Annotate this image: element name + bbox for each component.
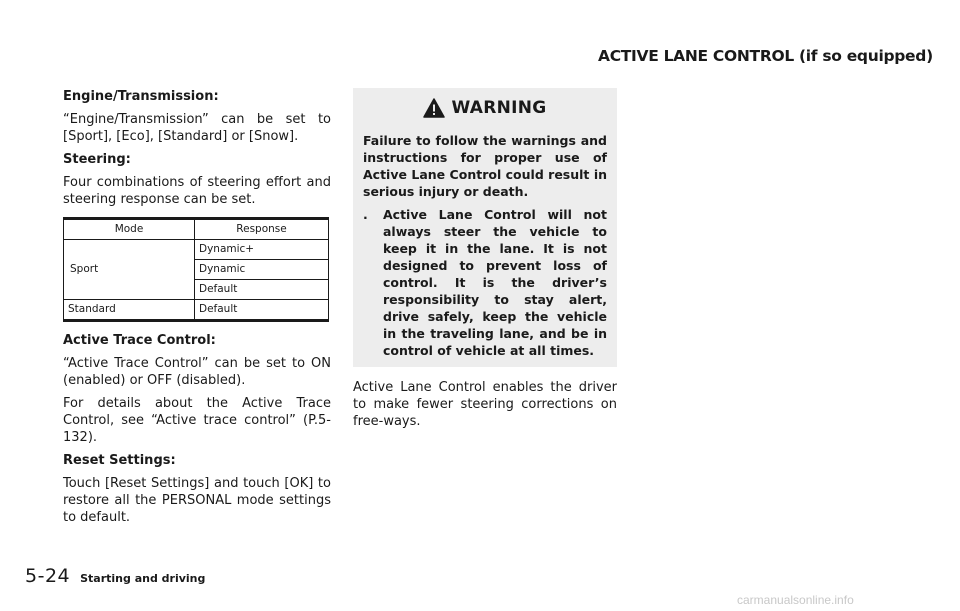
table-row <box>64 240 329 260</box>
table-cell-response: Default <box>195 300 329 321</box>
steering-text: Four combinations of steering effort and steering response can be set. <box>63 175 331 207</box>
trace-details: For details about the Active Trace Control, see “Active trace control” (P.5-132). <box>63 396 331 445</box>
warning-header <box>363 98 607 118</box>
table-header-mode: Mode <box>64 219 195 240</box>
table-cell-response: Dynamic+ <box>195 240 329 260</box>
warning-box <box>353 88 617 367</box>
chapter-title: Starting and driving <box>80 572 206 585</box>
trace-heading: Active Trace Control: <box>63 333 216 348</box>
engine-heading: Engine/Transmission: <box>63 89 219 104</box>
table-cell-standard: Standard <box>64 300 195 321</box>
bullet-marker: . <box>363 207 368 222</box>
right-column <box>353 88 617 430</box>
table-header-row <box>64 219 329 240</box>
page-number: 5-24 <box>25 565 71 587</box>
table-cell-response: Dynamic <box>195 260 329 280</box>
steering-mode-table <box>63 217 329 322</box>
trace-text: “Active Trace Control” can be set to ON (enabled) or OFF (disabled). <box>63 356 331 388</box>
engine-text: “Engine/Transmission” can be set to [Sport], [Eco], [Standard] or [Snow]. <box>63 112 331 144</box>
table-cell-sport: Sport <box>64 240 195 300</box>
left-column <box>63 88 331 532</box>
warning-triangle-icon <box>423 98 445 118</box>
table-row <box>64 300 329 321</box>
reset-heading: Reset Settings: <box>63 453 176 468</box>
reset-text: Touch [Reset Settings] and touch [OK] to restore all the PERSONAL mode settings to default. <box>63 476 331 525</box>
page-footer <box>25 565 205 587</box>
table-cell-response: Default <box>195 280 329 300</box>
section-title: ACTIVE LANE CONTROL (if so equipped) <box>598 47 933 65</box>
warning-bullet <box>363 206 607 359</box>
table-header-response: Response <box>195 219 329 240</box>
warning-bullet-text: Active Lane Control will not always steer the vehicle to keep it in the lane. It is not designed to prevent loss of control. It is the driver’s responsibility to stay alert, drive safely, keep the vehicle in the traveling lane, and be in control of vehicle at all times. <box>383 207 607 358</box>
warning-text: Failure to follow the warnings and instructions for proper use of Active Lane Control could result in serious injury or death. <box>363 133 607 199</box>
watermark: carmanualsonline.info <box>737 593 854 607</box>
steering-heading: Steering: <box>63 152 131 167</box>
warning-title: WARNING <box>451 97 547 118</box>
body-text: Active Lane Control enables the driver to make fewer steering corrections on free-ways. <box>353 380 617 429</box>
